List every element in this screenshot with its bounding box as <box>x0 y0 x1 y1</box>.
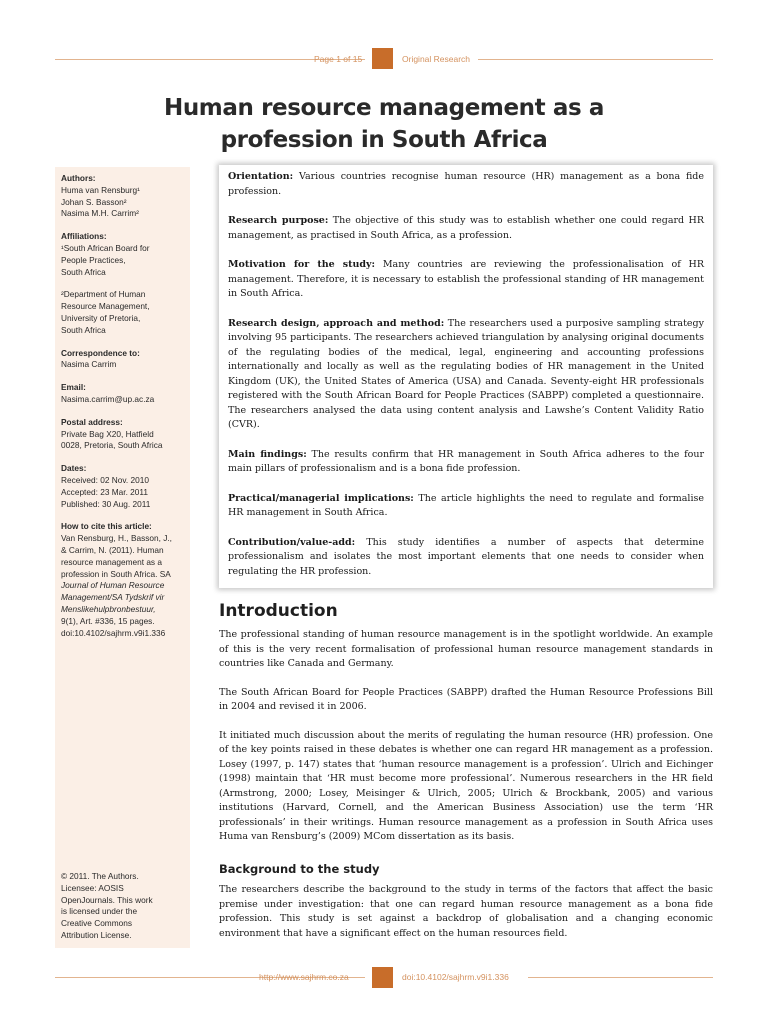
author-name: Nasima M.H. Carrim² <box>61 208 139 219</box>
dates-section <box>61 463 190 510</box>
abstract-label: Main findings: <box>228 448 307 460</box>
affiliation-line: South Africa <box>61 266 106 277</box>
affiliation-line: ¹South African Board for <box>61 242 150 253</box>
article-info-sidebar <box>55 167 190 948</box>
license-line: OpenJournals. This work <box>61 894 153 905</box>
authors-heading: Authors: <box>61 173 96 183</box>
introduction-body <box>219 628 713 859</box>
page-number: Page 1 of 15 <box>314 54 363 64</box>
journal-url[interactable]: http://www.sajhrm.co.za <box>259 972 349 982</box>
license-line: © 2011. The Authors. <box>61 871 139 881</box>
license-line: Creative Commons <box>61 918 133 929</box>
citation-section <box>61 521 190 639</box>
citation-line: profession in South Africa. SA <box>61 568 171 579</box>
authors-section <box>61 173 190 220</box>
background-paragraph: The researchers describe the background to the study in terms of the factors that affect the basic premise under investigation: that one can regard human resource management as a bona fide profession. This study is set against a backdrop of globalisation and a changing economic environment that have a significant effect on the human resources field. <box>219 884 713 939</box>
affiliation-line: People Practices, <box>61 254 126 265</box>
license-line: Attribution License. <box>61 929 132 940</box>
date-published: Published: 30 Aug. 2011 <box>61 498 151 509</box>
footer-rule-right <box>528 977 713 978</box>
header-mark <box>372 48 393 69</box>
postal-section <box>61 417 190 452</box>
author-name: Johan S. Basson² <box>61 196 127 207</box>
date-received: Received: 02 Nov. 2010 <box>61 474 149 485</box>
footer-mark <box>372 967 393 988</box>
license-line: is licensed under the <box>61 906 138 917</box>
abstract-contribution <box>228 536 704 580</box>
intro-paragraph: The professional standing of human resource management is in the spotlight worldwide. An example of this is the very recent formalisation of professional human resource management standards in countries like Canada and Germany. <box>219 629 713 669</box>
email-address[interactable]: Nasima.carrim@up.ac.za <box>61 393 155 404</box>
correspondence-section <box>61 348 190 372</box>
abstract-text: This study identifies a number of aspects that determine professionalism and isolates the most important elements that one needs to consider when regulating the HR profession. <box>228 536 704 577</box>
abstract-label: Orientation: <box>228 171 294 182</box>
citation-line: resource management as a <box>61 556 163 567</box>
postal-heading: Postal address: <box>61 416 123 427</box>
correspondence-heading: Correspondence to: <box>61 347 140 358</box>
affiliations-heading: Affiliations: <box>61 231 107 242</box>
date-accepted: Accepted: 23 Mar. 2011 <box>61 486 149 497</box>
abstract-text: Many countries are reviewing the professionalisation of HR management. Therefore, it is necessary to establish the professional standing of HR management in South Africa. <box>228 259 704 299</box>
citation-line: Journal of Human Resource <box>61 580 165 591</box>
abstract-label: Practical/managerial implications: <box>228 492 414 504</box>
email-section <box>61 382 190 406</box>
postal-line: 0028, Pretoria, South Africa <box>61 440 163 451</box>
footer-doi: doi:10.4102/sajhrm.v9i1.336 <box>402 972 509 982</box>
background-heading: Background to the study <box>219 862 380 876</box>
abstract-purpose <box>228 214 704 243</box>
abstract-motivation <box>228 258 704 302</box>
affiliation-line: University of Pretoria, <box>61 312 141 323</box>
correspondence-name: Nasima Carrim <box>61 359 117 370</box>
abstract-box <box>219 165 713 588</box>
citation-line: Van Rensburg, H., Basson, J., <box>61 533 172 544</box>
abstract-text: The objective of this study was to establish whether one could regard HR management, as practised in South Africa, as a profession. <box>228 215 704 241</box>
email-heading: Email: <box>61 382 86 393</box>
abstract-orientation <box>228 170 704 199</box>
article-type: Original Research <box>402 54 471 64</box>
citation-heading: How to cite this article: <box>61 521 152 532</box>
background-body <box>219 883 713 955</box>
citation-line: & Carrim, N. (2011). Human <box>61 544 164 555</box>
abstract-label: Research purpose: <box>228 215 329 226</box>
abstract-text: The article highlights the need to regulate and formalise HR management in South Africa. <box>228 492 704 518</box>
affiliation-line: Resource Management, <box>61 301 150 312</box>
postal-line: Private Bag X20, Hatfield <box>61 428 154 439</box>
abstract-findings <box>228 448 704 477</box>
citation-doi: doi:10.4102/sajhrm.v9i1.336 <box>61 627 166 638</box>
intro-paragraph: It initiated much discussion about the merits of regulating the human resource (HR) profession. One of the key points raised in these debates is whether one can regard HR management as a profession. Losey (1997, p. 147) states that ‘human resource management is a profession’. Ulrich and Eichinger (1998) maintain that ‘HR must become more professional’. Numerous researchers in the HR field (Armstrong, 2000; Losey, Meisinger & Ulrich, 2005; Ulrich & Brockbank, 2005) and various institutions (Harvard, Cornell, and the American Business Association) use the term ‘HR professionals’ in their writings. Human resource management as a profession in South Africa uses Huma van Rensburg’s (2009) MCom dissertation as its basis. <box>219 729 713 842</box>
affiliation-2 <box>61 289 190 336</box>
title-line: profession in South Africa <box>220 127 548 153</box>
abstract-text: Various countries recognise human resource (HR) management as a bona fide profession. <box>228 171 704 197</box>
citation-line: Menslikehulpbronbestuur, <box>61 603 156 614</box>
license-notice <box>61 871 153 942</box>
abstract-text: The researchers used a purposive sampling strategy involving 95 participants. The researchers achieved triangulation by analysing original documents of the regulating bodies of the medical, legal, engineering and accounting professions internationally and locally as well as the regulating bodies of HR management in the United Kingdom (UK), the United States of America (USA) and Canada. Seventy-eight HR professionals registered with the South African Board for People Practices (SABPP) completed a questionnaire. The researchers analysed the data using content analysis and Lawshe’s Content Validity Ratio (CVR). <box>228 317 704 430</box>
header-rule-right <box>478 59 713 60</box>
affiliation-line: South Africa <box>61 324 106 335</box>
affiliation-line: ²Department of Human <box>61 289 146 300</box>
license-line: Licensee: AOSIS <box>61 882 124 893</box>
intro-paragraph: The South African Board for People Practices (SABPP) drafted the Human Resource Professions Bill in 2004 and revised it in 2006. <box>219 686 713 712</box>
abstract-label: Research design, approach and method: <box>228 317 445 329</box>
citation-line: 9(1), Art. #336, 15 pages. <box>61 615 155 626</box>
title-line: Human resource management as a <box>163 95 604 121</box>
abstract-label: Contribution/value-add: <box>228 536 356 548</box>
article-title <box>100 92 668 156</box>
introduction-heading: Introduction <box>219 601 338 621</box>
citation-line: Management/SA Tydskrif vir <box>61 592 165 603</box>
affiliations-section <box>61 231 190 278</box>
abstract-design <box>228 317 704 433</box>
abstract-implications <box>228 492 704 521</box>
dates-heading: Dates: <box>61 463 87 474</box>
abstract-text: The results confirm that HR management in South Africa adheres to the four main pillars of professionalism and is a bona fide profession. <box>228 448 704 474</box>
abstract-label: Motivation for the study: <box>228 259 376 270</box>
author-name: Huma van Rensburg¹ <box>61 184 140 195</box>
